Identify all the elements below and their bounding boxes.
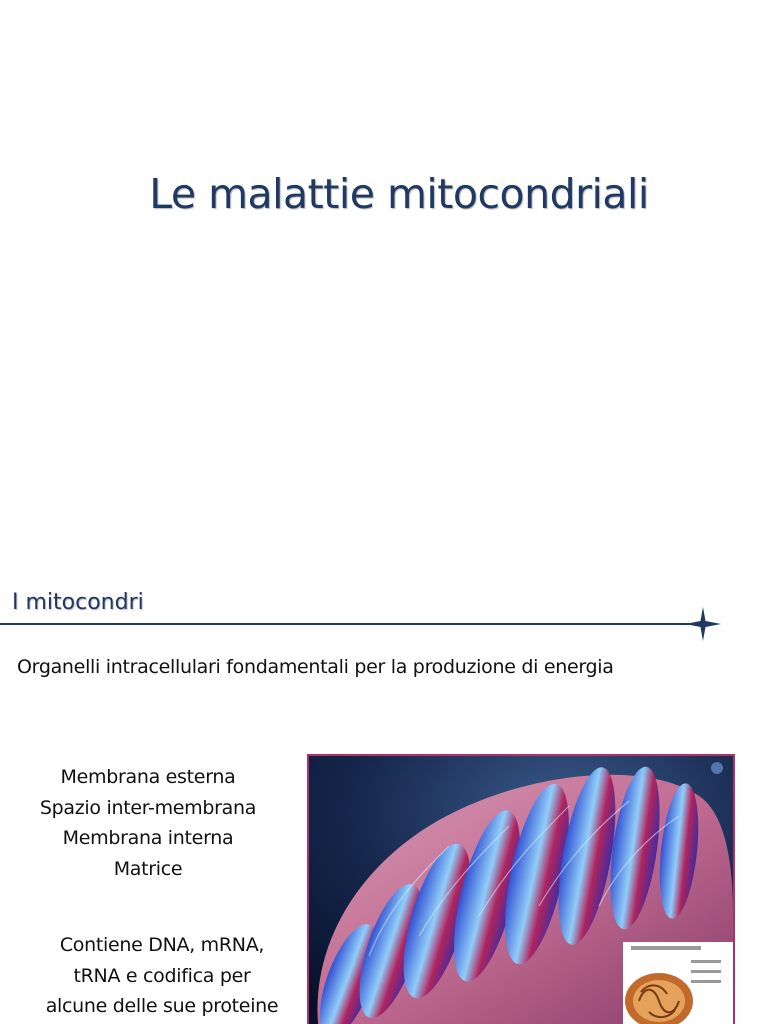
part-item: Matrice — [113, 857, 183, 880]
dna-line: tRNA e codifica per — [73, 964, 251, 987]
part-item: Membrana interna — [62, 827, 234, 849]
dna-description — [20, 930, 304, 1022]
mitochondrion-diagram-inset — [623, 942, 733, 1024]
page-title: Le malattie mitocondriali — [149, 170, 649, 218]
slide-heading: I mitocondri — [12, 590, 144, 615]
part-item: Spazio inter-membrana — [39, 796, 257, 819]
title-divider — [0, 623, 706, 625]
dna-line: alcune delle sue proteine — [45, 995, 279, 1017]
dna-line: Contiene DNA, mRNA, — [59, 934, 265, 956]
mitochondrion-image — [307, 754, 735, 1024]
part-item: Membrana esterna — [60, 766, 236, 788]
membrane-parts-list — [20, 762, 276, 884]
slide-mitocondri — [0, 576, 768, 1024]
slide-subtitle: Organelli intracellulari fondamentali per la produzione di energia — [17, 656, 614, 678]
star-ornament-icon — [685, 607, 721, 641]
